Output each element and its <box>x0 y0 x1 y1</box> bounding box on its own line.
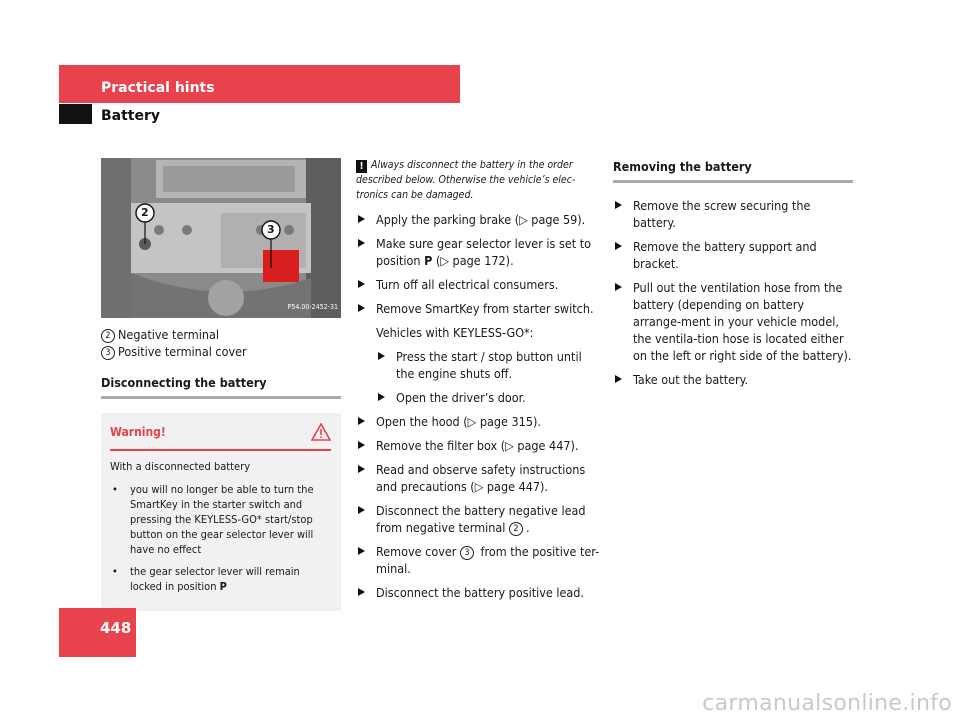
legend-item <box>101 326 341 343</box>
sub-step: Open the driver’s door. <box>356 389 600 406</box>
middle-column <box>356 158 600 608</box>
removing-steps <box>613 197 853 388</box>
step: Remove the filter box (▷ page 447). <box>356 437 600 454</box>
number-marker: 2 <box>509 522 523 536</box>
warning-title: Warning! <box>110 424 166 439</box>
position-letter: P <box>424 253 433 268</box>
warning-item: • you will no longer be able to turn the SmartKey in the starter switch and pressing the KEYLESS-GO* start/stop button on the gear selector lever will have no effect <box>110 482 331 557</box>
left-column <box>101 158 341 611</box>
warning-item-text: the gear selector lever will remain locked in position <box>130 565 300 593</box>
section-heading-disconnecting: Disconnecting the battery <box>101 374 341 399</box>
figure-code: P54.00-2452-31 <box>287 303 338 311</box>
battery-photo <box>101 158 341 318</box>
caution-text: Always disconnect the battery in the order described below. Otherwise the vehicle’s elec-tronics can be damaged. <box>356 159 576 201</box>
callout-2: 2 <box>141 206 149 219</box>
step: Remove the screw securing the battery. <box>613 197 853 231</box>
step <box>356 543 600 577</box>
right-column <box>613 158 853 395</box>
disconnect-steps <box>356 211 600 601</box>
step-text: from the positive ter-minal. <box>376 544 600 576</box>
step: Apply the parking brake (▷ page 59). <box>356 211 600 228</box>
legend-text: Negative terminal <box>118 327 219 342</box>
step: Open the hood (▷ page 315). <box>356 413 600 430</box>
number-marker: 2 <box>101 329 115 343</box>
page-title: Battery <box>101 108 161 124</box>
step: Pull out the ventilation hose from the battery (depending on battery arrange-ment in your vehicle model, the ventila-tion hose is located either on the left or right side of the battery). <box>613 279 853 364</box>
step <box>356 235 600 269</box>
warning-list <box>110 482 331 594</box>
step-text: Disconnect the battery negative lead from negative terminal <box>376 503 586 535</box>
step: Remove the battery support and bracket. <box>613 238 853 272</box>
caution-icon: ! <box>356 160 367 173</box>
caution-note <box>356 158 600 203</box>
step: Turn off all electrical consumers. <box>356 276 600 293</box>
step-note: Vehicles with KEYLESS-GO*: <box>376 325 534 340</box>
warning-intro: With a disconnected battery <box>110 460 251 473</box>
section-heading-removing: Removing the battery <box>613 158 853 183</box>
callout-3: 3 <box>267 223 275 236</box>
legend-text: Positive terminal cover <box>118 344 247 359</box>
warning-box <box>101 413 341 611</box>
watermark: carmanualsonline.info <box>702 691 952 716</box>
step: Take out the battery. <box>613 371 853 388</box>
page-number: 448 <box>100 619 132 637</box>
step-text: (▷ page 172). <box>432 253 514 268</box>
figure-legend <box>101 326 341 360</box>
legend-item <box>101 343 341 360</box>
step: Read and observe safety instructions and precautions (▷ page 447). <box>356 461 600 495</box>
number-marker: 3 <box>101 346 115 360</box>
step <box>356 502 600 536</box>
warning-triangle-icon <box>311 423 331 441</box>
header-marker <box>59 104 92 124</box>
position-letter: P <box>219 580 227 593</box>
step-text: Make sure gear selector lever is set to position <box>376 236 592 268</box>
number-marker: 3 <box>460 546 474 560</box>
sub-step: Press the start / stop button until the engine shuts off. <box>356 348 600 382</box>
step: Remove SmartKey from starter switch. <box>356 300 600 317</box>
warning-header <box>110 423 331 451</box>
step-text: Remove cover <box>376 544 460 559</box>
section-title: Practical hints <box>101 80 215 96</box>
step-text: . <box>526 520 530 535</box>
warning-item <box>110 564 331 594</box>
step: Disconnect the battery positive lead. <box>356 584 600 601</box>
